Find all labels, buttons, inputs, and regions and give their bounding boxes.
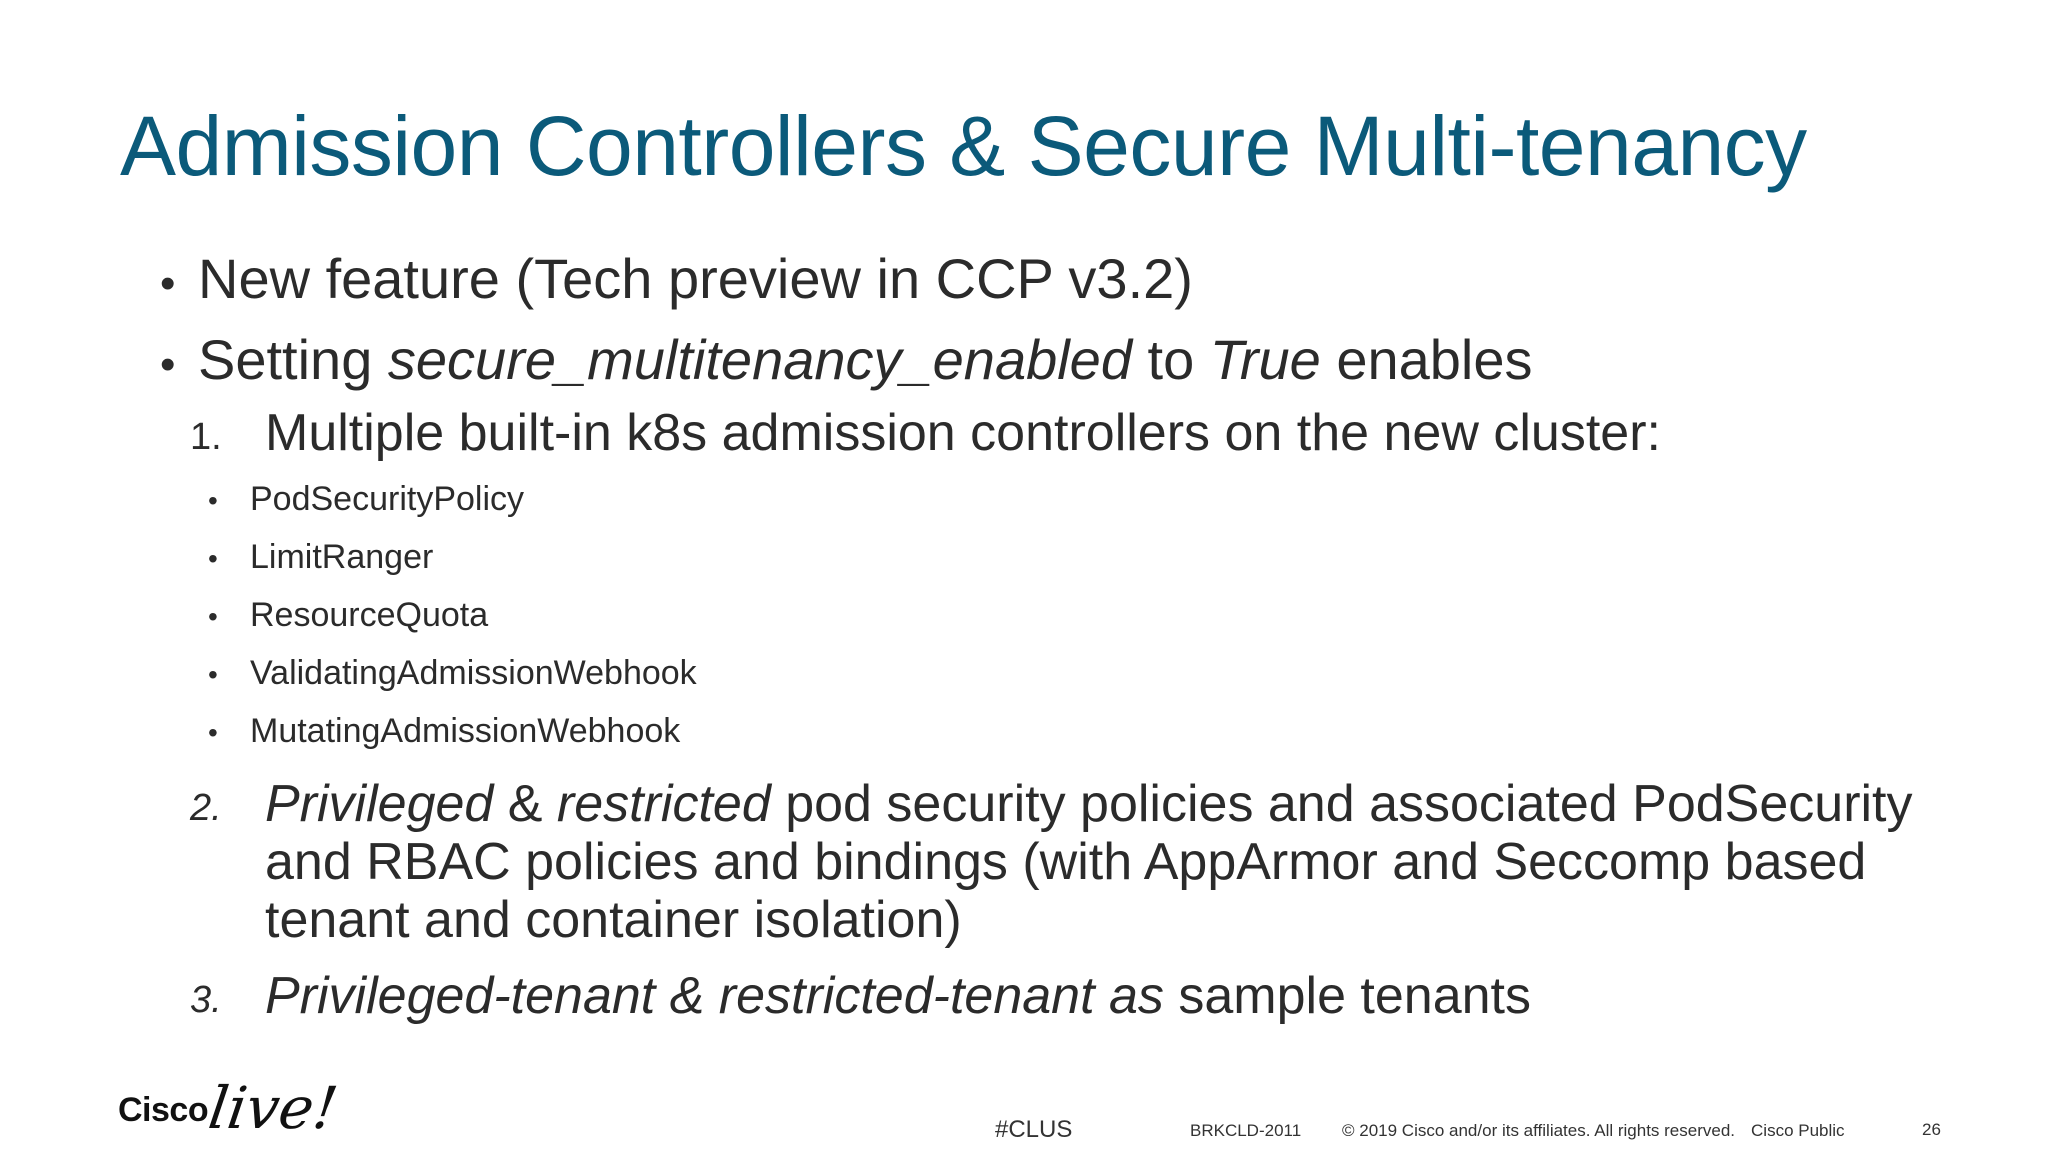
item-text-rest: pod security policies and associated PodSecurity and RBAC policies and bindings (with AppArmor and Seccomp based tenant and container isolation): [265, 774, 1913, 950]
bullet-dot-icon: •: [160, 259, 176, 308]
bullet-dot-icon: •: [208, 658, 218, 690]
session-code: BRKCLD-2011: [1190, 1121, 1302, 1140]
bullet-text-italic: True: [1209, 328, 1321, 392]
item-text: [265, 775, 1920, 950]
bullet-dot-icon: •: [208, 542, 218, 574]
numbered-item-3: [190, 967, 1920, 1025]
page-number: 26: [1922, 1120, 1941, 1139]
sub-list-item: [208, 587, 1920, 645]
item-text-italic: restricted: [556, 774, 771, 833]
bullet-item: [160, 238, 1920, 319]
logo-live-text: live!: [204, 1074, 342, 1142]
numbered-item-1: [190, 404, 1920, 462]
bullet-text: [198, 319, 1533, 400]
sub-item-text: ValidatingAdmissionWebhook: [250, 653, 697, 692]
copyright-text: © 2019 Cisco and/or its affiliates. All rights reserved.: [1342, 1121, 1736, 1140]
item-text-rest: sample tenants: [1163, 967, 1532, 1026]
bullet-dot-icon: •: [208, 716, 218, 748]
item-number: 2.: [190, 786, 222, 829]
bullet-text-suffix: enables: [1320, 328, 1533, 392]
item-text-italic: Privileged-tenant & restricted-tenant as: [265, 967, 1164, 1026]
bullet-item: [160, 319, 1920, 400]
item-text: [265, 967, 1920, 1025]
item-text: Multiple built-in k8s admission controllers on the new cluster:: [265, 404, 1661, 463]
bullet-dot-icon: •: [160, 340, 176, 390]
sub-item-text: LimitRanger: [250, 537, 434, 576]
item-number: 3.: [190, 979, 222, 1022]
sub-item-text: ResourceQuota: [250, 595, 489, 634]
item-text-italic: Privileged: [265, 774, 494, 833]
hashtag: #CLUS: [995, 1116, 1073, 1143]
bullet-dot-icon: •: [208, 484, 218, 516]
bullet-text-mid: to: [1131, 328, 1210, 392]
sub-list-item: [208, 645, 1920, 703]
slide-content: [160, 238, 1920, 1026]
slide-title: Admission Controllers & Secure Multi-tenancy: [120, 99, 1807, 193]
logo-cisco-text: Cisco: [118, 1091, 209, 1130]
item-number: 1.: [190, 416, 222, 459]
classification-label: Cisco Public: [1751, 1121, 1845, 1140]
cisco-live-logo: [118, 1074, 342, 1142]
copyright-notice: [1342, 1121, 1845, 1141]
item-text-mid: &: [493, 774, 557, 833]
sub-list-item: [208, 529, 1920, 587]
bullet-text-prefix: Setting: [198, 328, 388, 392]
bullet-text-italic: secure_multitenancy_enabled: [387, 328, 1132, 392]
sub-item-text: MutatingAdmissionWebhook: [250, 711, 681, 750]
sub-list: [208, 471, 1920, 761]
numbered-item-2: [190, 775, 1920, 950]
bullet-dot-icon: •: [208, 600, 218, 632]
sub-list-item: [208, 703, 1920, 761]
sub-item-text: PodSecurityPolicy: [250, 479, 525, 518]
sub-list-item: [208, 471, 1920, 529]
bullet-text: New feature (Tech preview in CCP v3.2): [198, 247, 1193, 310]
